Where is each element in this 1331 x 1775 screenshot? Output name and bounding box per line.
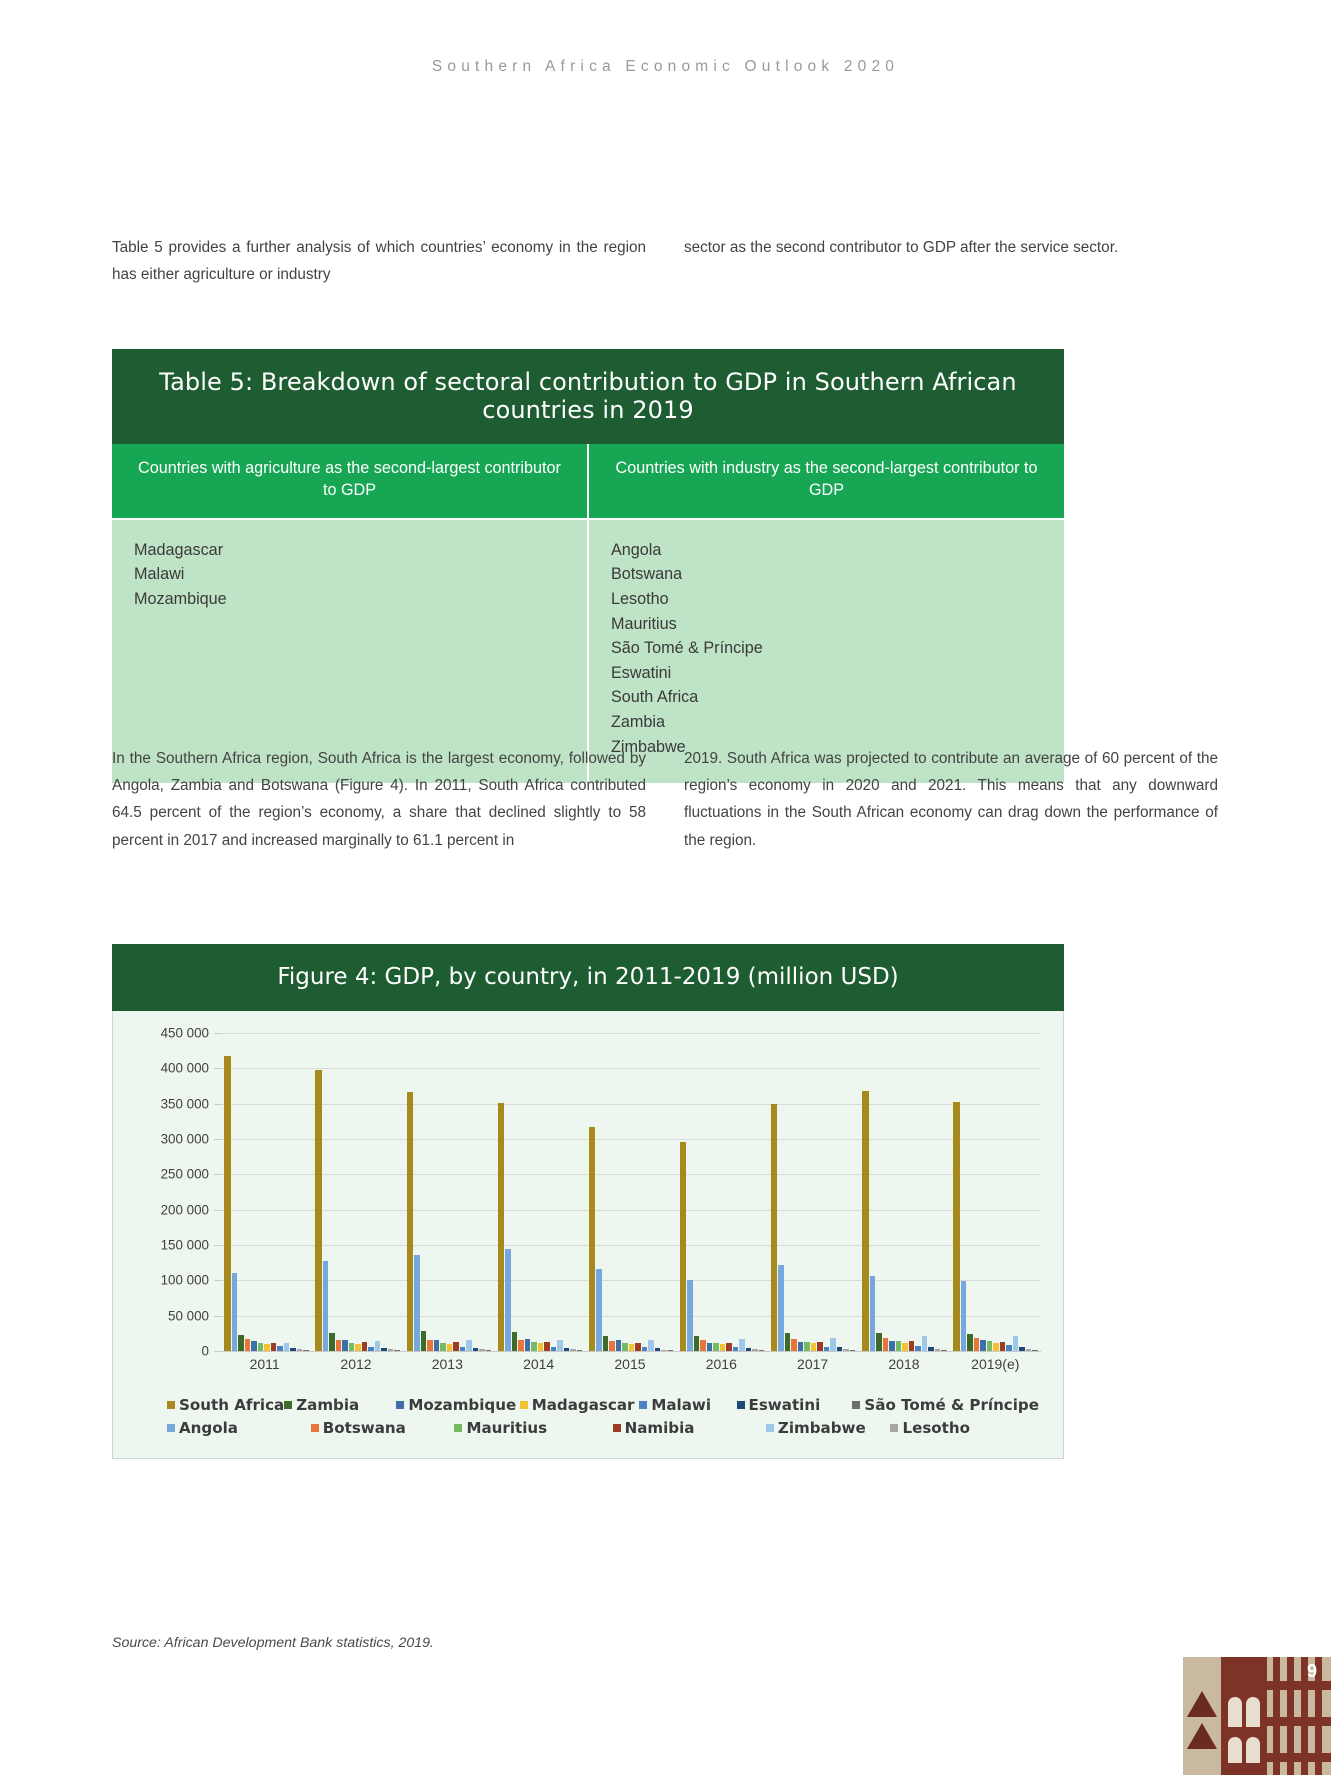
bar-group [950,1033,1041,1351]
bar-s-o-tom-pr-ncipe [1032,1350,1038,1351]
bar-s-o-tom-pr-ncipe [850,1350,856,1351]
legend-item-lesotho[interactable] [890,1419,1039,1437]
industry-country-item: Zimbabwe [611,737,686,756]
bar-mozambique [434,1340,440,1351]
mid-left-column [112,745,646,854]
bar-mozambique [251,1341,257,1351]
industry-country-item: South Africa [611,688,699,707]
bar-mozambique [889,1341,895,1351]
bar-botswana [700,1340,706,1351]
bar-zimbabwe [648,1340,654,1351]
bar-zambia [967,1334,973,1351]
chart-legend [167,1396,1039,1437]
legend-item-eswatini[interactable] [737,1396,853,1414]
bar-group [859,1033,950,1351]
legend-swatch-icon [613,1424,621,1432]
bar-namibia [635,1343,641,1351]
bar-malawi [642,1347,648,1351]
bar-s-o-tom-pr-ncipe [759,1350,765,1351]
bar-lesotho [479,1349,485,1351]
table-5-header-agriculture: Countries with agriculture as the second-largest contributor to GDP [112,444,587,518]
bar-zimbabwe [557,1340,563,1351]
legend-item-south-africa[interactable] [167,1396,284,1414]
bar-angola [596,1269,602,1351]
legend-label: South Africa [179,1396,285,1414]
bar-angola [778,1265,784,1351]
y-axis-tick [214,1351,221,1352]
bar-madagascar [902,1343,908,1351]
intro-right-text: sector as the second contributor to GDP after the service sector. [684,239,1119,256]
bar-zimbabwe [284,1343,290,1351]
legend-item-zimbabwe[interactable] [766,1419,891,1437]
bar-lesotho [843,1349,849,1351]
bar-south-africa [224,1056,231,1351]
y-axis-tick [214,1316,221,1317]
industry-country-item: Lesotho [611,589,669,608]
intro-left-column [112,234,646,288]
bar-lesotho [297,1349,303,1351]
bar-madagascar [629,1344,635,1351]
legend-label: Zimbabwe [777,1419,866,1437]
bar-south-africa [589,1127,596,1351]
legend-swatch-icon [766,1424,774,1432]
bar-s-o-tom-pr-ncipe [303,1350,309,1351]
gridline [221,1351,1041,1352]
legend-swatch-icon [311,1424,319,1432]
bar-zambia [603,1336,609,1351]
bar-group [585,1033,676,1351]
bar-zambia [421,1331,427,1351]
legend-item-zambia[interactable] [284,1396,396,1414]
bar-south-africa [771,1104,778,1351]
bar-namibia [726,1343,732,1351]
legend-swatch-icon [396,1401,404,1409]
bar-botswana [427,1340,433,1351]
x-axis-tick-label: 2011 [249,1356,280,1372]
legend-label: Botswana [322,1419,406,1437]
legend-label: Eswatini [748,1396,821,1414]
bar-lesotho [388,1349,394,1351]
legend-label: Mozambique [408,1396,517,1414]
industry-country-item: Mauritius [611,614,677,633]
bar-zambia [876,1333,882,1351]
bar-angola [505,1249,511,1351]
bar-mauritius [258,1343,264,1351]
table-5-header-industry: Countries with industry as the second-largest contributor to GDP [589,444,1064,518]
bar-botswana [336,1340,342,1351]
bar-south-africa [862,1091,869,1351]
legend-item-mauritius[interactable] [454,1419,612,1437]
legend-swatch-icon [167,1424,175,1432]
bar-lesotho [1026,1349,1032,1351]
bar-eswatini [564,1348,570,1351]
chart-plot [129,1025,1049,1359]
bar-zambia [512,1332,518,1351]
bar-eswatini [655,1348,661,1351]
legend-swatch-icon [520,1401,528,1409]
bar-eswatini [746,1348,752,1351]
bar-zimbabwe [375,1341,381,1351]
bar-botswana [791,1339,797,1351]
legend-label: Mauritius [466,1419,548,1437]
bar-malawi [368,1347,374,1351]
intro-right-column [684,234,1218,288]
bar-zimbabwe [466,1340,472,1351]
bar-mozambique [980,1340,986,1351]
bar-angola [414,1255,420,1351]
legend-swatch-icon [167,1401,175,1409]
bar-angola [323,1261,329,1351]
legend-swatch-icon [890,1424,898,1432]
y-axis-tick-label: 150 000 [160,1237,209,1253]
bar-mauritius [349,1343,355,1351]
figure-4-chart-area [112,1011,1064,1459]
bar-eswatini [837,1347,843,1351]
legend-label: Malawi [651,1396,712,1414]
agriculture-country-item: Madagascar [134,540,224,559]
industry-country-item: Eswatini [611,663,672,682]
bar-madagascar [355,1344,361,1351]
bar-eswatini [290,1348,296,1351]
mid-right-column [684,745,1218,854]
page-corner-decoration [1183,1657,1331,1775]
industry-country-item: São Tomé & Príncipe [611,639,763,658]
y-axis-tick-label: 350 000 [160,1096,209,1112]
bar-s-o-tom-pr-ncipe [394,1350,400,1351]
table-5-header-row [112,444,1064,518]
bar-mozambique [525,1339,531,1351]
bar-s-o-tom-pr-ncipe [941,1350,947,1351]
bar-south-africa [315,1070,322,1351]
bar-malawi [551,1347,557,1351]
bar-madagascar [264,1344,270,1351]
bar-malawi [277,1346,283,1351]
bar-malawi [460,1347,466,1351]
y-axis-tick-label: 450 000 [160,1025,209,1041]
y-axis-tick-label: 200 000 [160,1202,209,1218]
bar-zambia [238,1335,244,1351]
bar-zambia [785,1333,791,1351]
bar-mauritius [531,1342,537,1351]
x-axis-tick-label: 2015 [614,1356,646,1372]
legend-item-malawi[interactable] [639,1396,736,1414]
bar-mozambique [342,1340,348,1351]
bar-mauritius [622,1343,628,1351]
figure-4-title: Figure 4: GDP, by country, in 2011-2019 (million USD) [112,944,1064,1011]
bar-namibia [544,1342,550,1351]
y-axis-tick-label: 300 000 [160,1131,209,1147]
y-axis-tick-label: 50 000 [168,1308,209,1324]
legend-item-namibia[interactable] [613,1419,766,1437]
bar-s-o-tom-pr-ncipe [486,1350,492,1351]
bar-angola [232,1273,238,1351]
figure-4-source: Source: African Development Bank statistics, 2019. [112,1635,435,1651]
bar-malawi [1006,1345,1012,1351]
legend-row [167,1396,1039,1414]
bar-zimbabwe [830,1338,836,1351]
bar-eswatini [473,1348,479,1351]
chart-bar-groups [221,1033,1041,1351]
legend-label: Lesotho [902,1419,971,1437]
bar-botswana [609,1341,615,1351]
bar-namibia [909,1341,915,1351]
bar-south-africa [498,1103,505,1351]
bar-botswana [974,1338,980,1351]
intro-left-text: Table 5 provides a further analysis of which countries’ economy in the region has either agriculture or industry [112,239,646,284]
table-5-cell-agriculture-countries [112,520,587,784]
y-axis-tick-label: 0 [201,1343,209,1359]
bar-namibia [817,1342,823,1351]
legend-row [167,1419,1039,1437]
bar-group [403,1033,494,1351]
y-axis-labels [129,1025,215,1359]
bar-south-africa [407,1092,414,1351]
legend-label: Zambia [296,1396,360,1414]
bar-malawi [824,1347,830,1351]
bar-mozambique [798,1342,804,1351]
legend-item-angola[interactable] [167,1419,311,1437]
bar-south-africa [953,1102,960,1351]
bar-madagascar [720,1344,726,1351]
bar-madagascar [993,1343,999,1351]
bar-mauritius [987,1341,993,1351]
mid-left-text: In the Southern Africa region, South Africa is the largest economy, followed by Angola, Zambia and Botswana (Figure 4). In 2011, South Africa contributed 64.5 percent of the region’s economy, a share that declined slightly to 58 percent in 2017 and increased marginally to 61.1 percent in [112,750,646,849]
legend-item-s-o-tom-pr-ncipe[interactable] [852,1396,1039,1414]
bar-zimbabwe [739,1339,745,1351]
bar-group [494,1033,585,1351]
legend-label: Madagascar [531,1396,635,1414]
bar-malawi [915,1346,921,1351]
legend-item-mozambique[interactable] [396,1396,519,1414]
bar-zambia [694,1336,700,1351]
bar-group [312,1033,403,1351]
bar-mozambique [707,1343,713,1351]
industry-country-item: Angola [611,540,662,559]
y-axis-tick [214,1104,221,1105]
y-axis-tick [214,1068,221,1069]
bar-group [221,1033,312,1351]
table-5-title: Table 5: Breakdown of sectoral contribution to GDP in Southern African countries in 2019 [112,349,1064,444]
bar-madagascar [447,1344,453,1351]
chart-bars-layer [221,1033,1041,1351]
figure-4 [112,944,1064,1459]
bar-mauritius [713,1343,719,1351]
industry-country-item: Botswana [611,565,683,584]
bar-angola [870,1276,876,1351]
bar-angola [961,1281,967,1351]
bar-mauritius [896,1341,902,1351]
x-axis-tick-label: 2014 [523,1356,555,1372]
bar-madagascar [811,1343,817,1351]
bar-namibia [1000,1342,1006,1351]
x-axis-tick-label: 2012 [340,1356,372,1372]
bar-lesotho [752,1349,758,1351]
x-axis-labels [219,1356,1041,1372]
bar-s-o-tom-pr-ncipe [668,1350,674,1351]
bar-malawi [733,1347,739,1351]
intro-paragraph-columns [112,234,1219,288]
y-axis-tick [214,1174,221,1175]
page-number: 9 [1306,1661,1317,1681]
x-axis-tick-label: 2019(e) [971,1356,1020,1372]
bar-lesotho [935,1349,941,1351]
bar-mauritius [804,1342,810,1351]
agriculture-country-item: Malawi [134,565,185,584]
industry-country-item: Zambia [611,713,665,732]
legend-swatch-icon [454,1424,462,1432]
bar-lesotho [661,1350,667,1351]
mid-paragraph-columns [112,745,1219,854]
bar-botswana [245,1339,251,1351]
running-header: Southern Africa Economic Outlook 2020 [431,58,900,75]
legend-swatch-icon [737,1401,745,1409]
y-axis-tick-label: 400 000 [160,1060,209,1076]
legend-label: Namibia [624,1419,695,1437]
y-axis-tick [214,1139,221,1140]
x-axis-tick-label: 2013 [431,1356,463,1372]
legend-swatch-icon [284,1401,292,1409]
y-axis-tick [214,1280,221,1281]
bar-namibia [362,1342,368,1351]
bar-namibia [453,1342,459,1351]
bar-angola [687,1280,693,1351]
legend-swatch-icon [852,1401,860,1409]
y-axis-tick [214,1033,221,1034]
legend-label: São Tomé & Príncipe [864,1396,1039,1414]
legend-item-botswana[interactable] [311,1419,455,1437]
legend-swatch-icon [639,1401,647,1409]
bar-s-o-tom-pr-ncipe [577,1350,583,1351]
table-5-cell-industry-countries [589,520,1064,784]
bar-mozambique [616,1340,622,1351]
bar-botswana [518,1340,524,1351]
x-axis-tick-label: 2017 [797,1356,829,1372]
legend-label: Angola [179,1419,238,1437]
bar-south-africa [680,1142,687,1351]
table-5-body-row [112,520,1064,784]
bar-zambia [329,1333,335,1351]
y-axis-tick [214,1210,221,1211]
x-axis-tick-label: 2016 [705,1356,737,1372]
bar-madagascar [538,1343,544,1351]
bar-lesotho [570,1349,576,1351]
agriculture-country-item: Mozambique [134,589,227,608]
y-axis-tick [214,1245,221,1246]
table-5 [112,349,1064,783]
bar-mauritius [440,1343,446,1351]
bar-zimbabwe [1013,1336,1019,1351]
y-axis-tick-label: 100 000 [160,1272,209,1288]
mid-right-text: 2019. South Africa was projected to contribute an average of 60 percent of the region’s economy in 2020 and 2021. This means that any downward fluctuations in the South African economy can drag down the performance of the region. [684,750,1218,849]
bar-group [677,1033,768,1351]
bar-zimbabwe [922,1336,928,1351]
bar-group [768,1033,859,1351]
y-axis-tick-label: 250 000 [160,1166,209,1182]
bar-eswatini [928,1347,934,1351]
legend-item-madagascar[interactable] [520,1396,640,1414]
bar-eswatini [1019,1347,1025,1351]
bar-botswana [883,1338,889,1351]
bar-namibia [271,1343,277,1351]
x-axis-tick-label: 2018 [888,1356,920,1372]
bar-eswatini [381,1348,387,1351]
